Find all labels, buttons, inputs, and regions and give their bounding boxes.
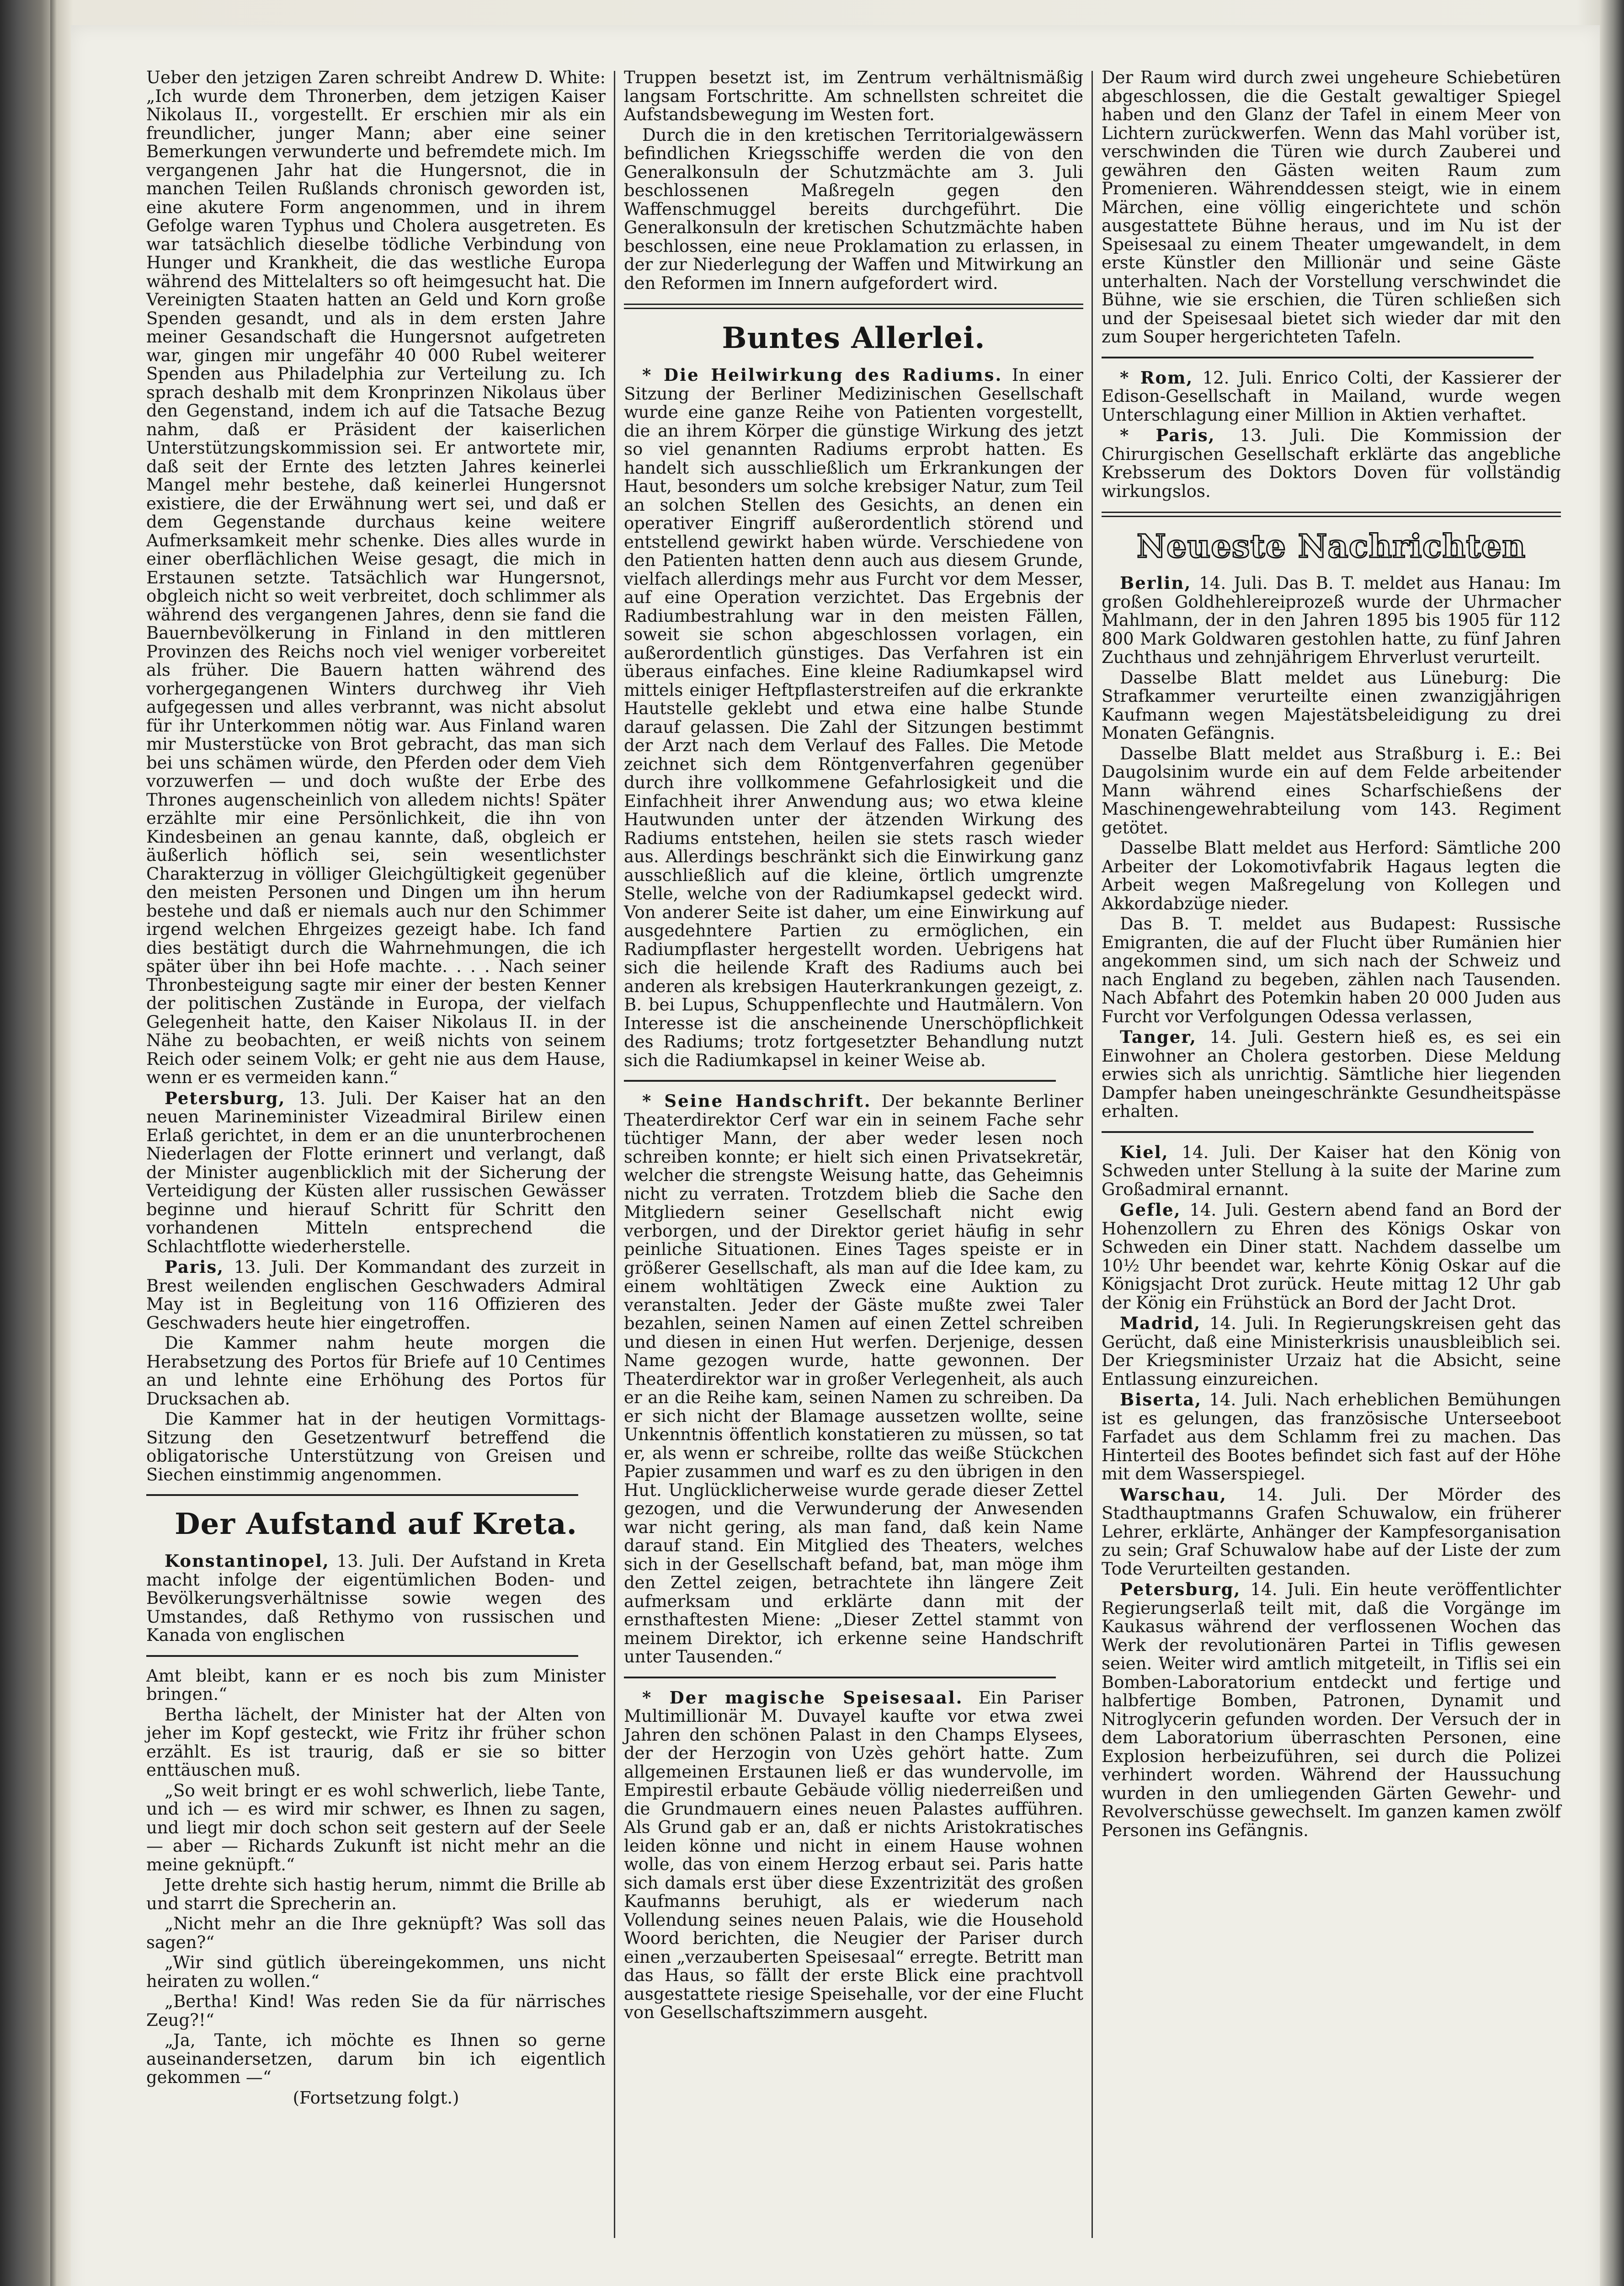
news-paragraph: Die Kammer nahm heute morgen die Herabsetzung des Portos für Briefe auf 10 Centimes an und lehnte eine Erhöhung des Portos für Drucksachen ab. bbox=[146, 1333, 606, 1409]
section-divider bbox=[1102, 357, 1533, 358]
dateline-place: Madrid, bbox=[1120, 1313, 1201, 1333]
article-zar-paragraph: Ueber den jetzigen Zaren schreibt Andrew D. White: „Ich wurde dem Thronerben, dem jetzigen Kaiser Nikolaus II., vorgestellt. Er erschien mir als ein freundlicher, junger Mann; aber eine seiner Bemerkungen verwunderte und befremdete mich. Im vergangenen Jahr hat die Hungersnot, die in manchen Teilen Rußlands chronisch geworden ist, eine akutere Form angenommen, und in ihrem Gefolge waren Typhus und Cholera ausgetreten. Es war tatsächlich dieselbe tödliche Verbindung von Hunger und Krankheit, die das westliche Europa während des Mittelalters so oft heimgesucht hat. Die Vereinigten Staaten hatten an Geld und Korn große Spenden gesandt, und als in dem ersten Jahre meiner Gesandschaft die Hungersnot aufgetreten war, gingen mir ungefähr 40 000 Rubel weiterer Spenden aus Philadelphia zur Verteilung zu. Ich sprach deshalb mit dem Kronprinzen Nikolaus über den Gegenstand, indem ich auf die Tatsache Bezug nahm, daß er Präsident der kaiserlichen Unterstützungskommission sei. Er antwortete mir, daß seit der Ernte des letzten Jahres keinerlei Mangel mehr bestehe, daß keinerlei Hungersnot existiere, die der Erwähnung wert sei, und daß er dem Gegenstande durchaus keine weitere Aufmerksamkeit mehr schenke. Dies alles wurde in einer oberflächlichen Weise gesagt, die mich in Erstaunen setzte. Tatsächlich war Hungersnot, obgleich nicht so weit verbreitet, doch schlimmer als während des vergangenen Jahres, denn sie fand die Bauernbevölkerung in Finland in den mittleren Provinzen des Reichs noch viel weniger vorbereitet als früher. Die Bauern hatten während des vorhergegangenen Winters durchweg ihr Vieh aufgegessen und alles verbrannt, was nicht absolut für ihr Unterkommen nötig war. Aus Finland waren mir Musterstücke von Brot gebracht, das man sich bei uns schämen würde, den Pferden oder dem Vieh vorzuwerfen — und doch wußte der Erbe des Thrones augenscheinlich von alledem nichts! Später erzählte mir eine Persönlichkeit, die ihn von Kindesbeinen an genau kannte, daß, obgleich er äußerlich höflich sei, sein wesentlichster Charakterzug in völliger Gleichgültigkeit gegenüber den meisten Personen und Dingen um ihn herum bestehe und daß er niemals auch nur den Schimmer irgend welchen Ehrgeizes gezeigt habe. Ich fand dies bestätigt durch die Wahrnehmungen, die ich später über ihn bei Hofe machte. . . . Nach seiner Thronbesteigung sagte mir einer der besten Kenner der politischen Zustände in Europa, der vielfach Gelegenheit hatte, den Kaiser Nikolaus II. in der Nähe zu beobachten, er weiß nichts von seinem Reich oder seinem Volk; er geht nie aus dem Hause, wenn er es vermeiden kann.“ bbox=[146, 68, 606, 1087]
news-paragraph: Dasselbe Blatt meldet aus Straßburg i. E.: Bei Daugolsinim wurde ein auf dem Felde arbeitender Mann während eines Scharfschießens der Maschinengewehrabteilung vom 143. Regiment getötet. bbox=[1102, 743, 1561, 838]
news-item bbox=[146, 1089, 606, 1256]
serial-paragraph: Bertha lächelt, der Minister hat der Alten von jeher im Kopf gesteckt, wie Fritz ihr früher schon erzählt. Es ist traurig, daß er sie so bitter enttäuschen muß. bbox=[146, 1704, 606, 1780]
news-paragraph: Das B. T. meldet aus Budapest: Russische Emigranten, die auf der Flucht über Rumänien hier angekommen sind, um sich nach der Schweiz und nach England zu begeben, zählen nach Tausenden. Nach Abfahrt des Potemkin haben 20 000 Juden aus Furcht vor Verfolgungen Odessa verlassen, bbox=[1102, 914, 1561, 1026]
news-text: 14. Juli. Der Kaiser hat den König von Schweden unter Stellung à la suite der Marine zum Großadmiral ernannt. bbox=[1102, 1142, 1561, 1199]
news-item bbox=[1102, 1028, 1561, 1121]
news-text: 14. Juli. Gestern hieß es, es sei ein Einwohner an Cholera gestorben. Diese Meldung erwies sich als unrichtig. Sämtliche hier liegenden Dampfer haben uneingeschränkte Gesundheitspässe erhalten. bbox=[1102, 1027, 1561, 1121]
news-item bbox=[1102, 1580, 1561, 1840]
news-item bbox=[1102, 1314, 1561, 1389]
section-divider bbox=[146, 1655, 578, 1657]
news-text: 13. Juli. Der Aufstand in Kreta macht infolge der eigentümlichen Boden- und Bevölkerungsverhältnisse sowie wegen des Umstandes, daß Rethymo von russischen und Kanada von englischen bbox=[146, 1551, 606, 1645]
item-text: Ein Pariser Multimillionär M. Duvayel kaufte vor etwa zwei Jahren den schönen Palast in den Champs Elysees, der der Herzogin von Uzès gehört hatte. Zum allgemeinen Erstaunen ließ er das wundervolle, im Empirestil erbaute Gebäude völlig niederreißen und die Grundmauern eines neuen Palastes aufführen. Als Grund gab er an, daß er nichts Aristokratisches leiden könne und nicht in einem Hause wohnen wolle, das von einem Herzog erbaut sei. Paris hatte sich damals erst über diese Exzentrizität des großen Kaufmanns beruhigt, als er wiederum nach Vollendung seines neuen Palais, wie die Household Woord berichten, die Neugier der Pariser durch einen „verzauberten Speisesaal“ erregte. Betritt man das Haus, so fällt der erste Blick eine prachtvoll ausgestattete riesige Speisehalle, vor der eine Flucht von Gesellschaftszimmern ausgeht. bbox=[624, 1688, 1083, 2022]
section-divider bbox=[146, 1494, 578, 1496]
feuilleton-item bbox=[624, 366, 1083, 1070]
news-text: 14. Juli. Der Mörder des Stadthauptmanns Grafen Schuwalow, ein früherer Lehrer, erklärte, Anhänger der Kampfesorganisation zu sein; Graf Schuwalow habe auf der Liste der zum Tode Verurteilten gestanden. bbox=[1102, 1485, 1561, 1579]
item-rubric: * Die Heilwirkung des Radiums. bbox=[642, 365, 1003, 385]
dateline-place: Berlin, bbox=[1120, 573, 1192, 593]
dateline-place: Petersburg, bbox=[1120, 1579, 1241, 1599]
dateline-place: Biserta, bbox=[1120, 1389, 1202, 1410]
section-divider bbox=[1102, 1131, 1533, 1133]
news-paragraph: Die Kammer hat in der heutigen Vormittags-Sitzung den Gesetzentwurf betreffend die obligatorische Unterstützung von Greisen und Siechen einstimmig angenommen. bbox=[146, 1409, 606, 1485]
serial-paragraph: „Wir sind gütlich übereingekommen, uns nicht heiraten zu wollen.“ bbox=[146, 1953, 606, 1991]
section-divider bbox=[624, 1080, 1056, 1082]
news-text: 13. Juli. Der Kaiser hat an den neuen Marineminister Vizeadmiral Birilew einen Erlaß gerichtet, in dem er an die ununterbrochenen Niederlagen der Flotte erinnert und verlangt, daß der Minister augenblicklich mit der Sicherung der Verteidigung der Küsten aller russischen Gewässer beginne und hierauf Schritt für Schritt den vorhandenen Mitteln entsprechend die Schlachtflotte wiederherstelle. bbox=[146, 1088, 606, 1256]
feuilleton-item bbox=[624, 1092, 1083, 1666]
section-divider bbox=[1102, 512, 1561, 517]
news-item bbox=[1102, 426, 1561, 501]
serial-paragraph: „Nicht mehr an die Ihre geknüpft? Was soll das sagen?“ bbox=[146, 1914, 606, 1952]
continuation-note: (Fortsetzung folgt.) bbox=[293, 2088, 459, 2108]
serial-paragraph: „Bertha! Kind! Was reden Sie da für närrisches Zeug?!“ bbox=[146, 1992, 606, 2030]
news-text: 14. Juli. Nach erheblichen Bemühungen ist es gelungen, das französische Unterseeboot Farfadet aus dem Schlamm frei zu machen. Das Hinterteil des Bootes befindet sich fast auf der Höhe mit dem Wasserspiegel. bbox=[1102, 1390, 1561, 1484]
news-paragraph: Truppen besetzt ist, im Zentrum verhältnismäßig langsam Fortschritte. Am schnellsten schreitet die Aufstandsbewegung im Westen fort. bbox=[624, 68, 1083, 124]
news-item bbox=[1102, 1390, 1561, 1484]
dateline-place: Paris, bbox=[165, 1257, 224, 1277]
item-text: Der bekannte Berliner Theaterdirektor Cerf war ein in seinem Fache sehr tüchtiger Mann, der aber weder lesen noch schreiben konnte; er hielt sich einen Privatsekretär, welcher die strengste Weisung hatte, das Geheimnis nicht zu verraten. Trotzdem blieb die Sache den Mitgliedern seiner Gesellschaft nicht ewig verborgen, und der Direktor geriet häufig in sehr peinliche Situationen. Eines Tages speiste er in größerer Gesellschaft, als man auf die Idee kam, zu einem wohltätigen Zweck eine Auktion zu veranstalten. Jeder der Gäste mußte zwei Taler bezahlen, seinen Namen auf einen Zettel schreiben und diesen in einen Hut werfen. Derjenige, dessen Name gezogen wurde, hatte gewonnen. Der Theaterdirektor war in großer Verlegenheit, als auch er an die Reihe kam, seinen Namen zu schreiben. Da er sich nicht der Blamage aussetzen wollte, seine Unkenntnis öffentlich konstatieren zu müssen, so tat er, als wenn er schreibe, rollte das weiße Stückchen Papier zusammen und warf es zu den übrigen in den Hut. Unglücklicherweise wurde gerade dieser Zettel gezogen, und die Verwunderung der Anwesenden war nicht gering, als man fand, daß kein Name darauf stand. Ein Mitglied des Theaters, welches sich in der Gesellschaft befand, bat, man möge ihm den Zettel zeigen, betrachtete ihn längere Zeit aufmerksam und erklärte dann mit der ernsthaftesten Miene: „Dieser Zettel stammt von meinem Direktor, ich erkenne seine Handschrift unter Tausenden.“ bbox=[624, 1091, 1084, 1666]
news-text: 14. Juli. Gestern abend fand an Bord der Hohenzollern zu Ehren des Königs Oskar von Schweden ein Diner statt. Nachdem dasselbe um 10½ Uhr beendet war, kehrte König Oskar auf die Königsjacht Drot zurück. Heute mittag 12 Uhr gab der König ein Frühstück an Bord der Jacht Drot. bbox=[1102, 1200, 1561, 1313]
news-text: 12. Juli. Enrico Colti, der Kassierer der Edison-Gesellschaft in Mailand, wurde wegen Unterschlagung einer Million in Aktien verhaftet. bbox=[1102, 368, 1561, 425]
news-text: 14. Juli. In Regierungskreisen geht das Gerücht, daß eine Ministerkrisis unausbleiblich sei. Der Kriegsminister Urzaiz hat die Absicht, seine Entlassung einzureichen. bbox=[1102, 1314, 1561, 1389]
column-rule bbox=[1092, 71, 1093, 2238]
news-text: 13. Juli. Die Kommission der Chirurgischen Gesellschaft erklärte das angebliche Krebsserum des Doktors Doven für vollständig wirkungslos. bbox=[1102, 426, 1561, 501]
news-text: 14. Juli. Das B. T. meldet aus Hanau: Im großen Goldhehlereiprozeß wurde der Uhrmacher Mahlmann, der in den Jahren 1895 bis 1905 für 112 800 Mark Goldwaren gestohlen hatte, zu fünf Jahren Zuchthaus und zehnjährigem Ehrverlust verurteilt. bbox=[1102, 573, 1561, 667]
news-text: 13. Juli. Der Kommandant des zurzeit in Brest weilenden englischen Geschwaders Admiral May ist in Begleitung von 116 Offizieren des Geschwaders heute hier eingetroffen. bbox=[146, 1257, 606, 1333]
dateline-place: Tanger, bbox=[1120, 1027, 1197, 1047]
item-text: In einer Sitzung der Berliner Medizinischen Gesellschaft wurde eine ganze Reihe von Patienten vorgestellt, die an ihrem Körper die günstige Wirkung des jetzt so viel genannten Radiums erprobt hatten. Es handelt sich ausschließlich um Erkrankungen der Haut, besonders um solche krebsiger Natur, zum Teil an solchen Stellen des Gesichts, an denen ein operativer Eingriff außerordentlich störend und entstellend gewirkt haben würde. Verschiedene von den Patienten hatten denn auch aus diesem Grunde, vielfach allerdings mehr aus Furcht vor dem Messer, auf eine Operation verzichtet. Das Ergebnis der Radiumbestrahlung war in den meisten Fällen, soweit sie schon abgeschlossen vorlagen, ein außerordentlich günstiges. Das Verfahren ist ein überaus einfaches. Eine kleine Radiumkapsel wird mittels einiger Heftpflasterstreifen auf die erkrankte Hautstelle geklebt und etwa eine halbe Stunde darauf gelassen. Die Zahl der Sitzungen bestimmt der Arzt nach dem Verlauf des Falles. Die Metode zeichnet sich dem Röntgenverfahren gegenüber durch ihre vollkommene Gefahrlosigkeit und die Einfachheit ihrer Anwendung aus; wo etwa kleine Hautwunden unter der ätzenden Wirkung des Radiums entstehen, heilen sie stets rasch wieder aus. Allerdings beschränkt sich die Einwirkung ganz ausschließlich auf die kleine, örtlich umgrenzte Stelle, welche von der Radiumkapsel gedeckt wird. Von anderer Seite ist daher, um eine Einwirkung auf ausgedehntere Partien zu ermöglichen, ein Radiumpflaster hergestellt worden. Uebrigens hat sich die heilende Kraft des Radiums auch bei anderen als krebsigen Hauterkrankungen gezeigt, z. B. bei Lupus, Schuppenflechte und Hautmälern. Von Interesse ist die anscheinende Unerschöpflichkeit des Radiums; trotz fortgesetzter Behandlung nutzt sich die Radiumkapsel in keiner Weise ab. bbox=[624, 365, 1083, 1070]
dateline-place: * Rom, bbox=[1120, 367, 1193, 388]
dateline-place: Warschau, bbox=[1120, 1484, 1227, 1505]
feuilleton-paragraph: Der Raum wird durch zwei ungeheure Schiebetüren abgeschlossen, die die Gestalt gewaltiger Spiegel haben und den Glanz der Tafel in einem Meer von Lichtern zurückwerfen. Wenn das Mahl vorüber ist, verschwinden die Türen wie durch Zauberei und gewähren den Gästen weiten Raum zum Promenieren. Währenddessen steigt, wie in einem Märchen, eine völlig eingerichtete und schön ausgestattete Bühne heraus, und im Nu ist der Speisesaal zu einem Theater umgewandelt, in dem erste Künstler den Millionär und seine Gäste unterhalten. Nach der Vorstellung verschwindet die Bühne, wie sie erschien, die Türen schließen sich und der Speisesaal bietet sich wieder dar mit den zum Souper hergerichteten Tafeln. bbox=[1102, 68, 1561, 347]
news-item bbox=[1102, 1201, 1561, 1312]
column-right bbox=[1102, 69, 1561, 1842]
column-middle bbox=[624, 69, 1083, 2024]
news-text: 14. Juli. Ein heute veröffentlichter Regierungserlaß teilt mit, daß die Vorgänge im Kaukasus während der verflossenen Wochen das Werk der revolutionären Partei in Tiflis gewesen seien. Weiter wird amtlich mitgeteilt, in Tiflis sei ein Bomben-Laboratorium entdeckt und fertige und halbfertige Bomben, Patronen, Dynamit und Nitroglycerin gefunden worden. Der Versuch der in dem Laboratorium überraschten Personen, eine Explosion herbeizuführen, sei durch die Polizei verhindert worden. Während der Haussuchung wurden in den umliegenden Gärten Gewehr- und Revolverschüsse gewechselt. Im ganzen kamen zwölf Personen ins Gefängnis. bbox=[1102, 1580, 1561, 1840]
section-heading-kreta: Der Aufstand auf Kreta. bbox=[175, 1507, 577, 1541]
news-item bbox=[1102, 369, 1561, 425]
news-item bbox=[1102, 574, 1561, 667]
serial-paragraph: „Ja, Tante, ich möchte es Ihnen so gerne auseinandersetzen, darum bin ich eigentlich gekommen —“ bbox=[146, 2030, 606, 2087]
newspaper-page bbox=[71, 25, 1600, 2286]
news-paragraph: Dasselbe Blatt meldet aus Lüneburg: Die Strafkammer verurteilte einen zwanzigjährigen Kaufmann wegen Majestätsbeleidigung zu drei Monaten Gefängnis. bbox=[1102, 668, 1561, 743]
item-rubric: * Der magische Speisesaal. bbox=[642, 1687, 964, 1708]
dateline-place: Petersburg, bbox=[165, 1088, 286, 1108]
news-item bbox=[146, 1258, 606, 1332]
serial-paragraph: Amt bleibt, kann er es noch bis zum Minister bringen.“ bbox=[146, 1666, 606, 1704]
column-left bbox=[146, 69, 606, 2109]
dateline-place: * Paris, bbox=[1120, 425, 1215, 445]
news-paragraph: Dasselbe Blatt meldet aus Herford: Sämtliche 200 Arbeiter der Lokomotivfabrik Hagaus legten die Arbeit wegen Maßregelung von Kollegen und Akkordabzüge nieder. bbox=[1102, 838, 1561, 913]
binding-shadow bbox=[50, 0, 57, 2286]
feuilleton-item bbox=[624, 1688, 1083, 2022]
dateline-place: Gefle, bbox=[1120, 1200, 1181, 1220]
section-heading-buntes-allerlei: Buntes Allerlei. bbox=[722, 321, 985, 355]
serial-paragraph: „So weit bringt er es wohl schwerlich, liebe Tante, und ich — es wird mir schwer, es Ihnen zu sagen, und liegt mir doch schon seit gestern auf der Seele — aber — Richards Zukunft ist nicht mehr an die meine geknüpft.“ bbox=[146, 1780, 606, 1875]
news-item bbox=[146, 1552, 606, 1645]
item-rubric: * Seine Handschrift. bbox=[642, 1091, 872, 1111]
section-divider bbox=[624, 304, 1083, 309]
section-divider bbox=[624, 1677, 1056, 1678]
serial-paragraph: Jette drehte sich hastig herum, nimmt die Brille ab und starrt die Sprecherin an. bbox=[146, 1875, 606, 1913]
dateline-place: Konstantinopel, bbox=[165, 1551, 330, 1571]
section-heading-neueste-nachrichten: Neueste Nachrichten bbox=[1136, 527, 1526, 565]
dateline-place: Kiel, bbox=[1120, 1142, 1169, 1162]
column-rule bbox=[614, 71, 615, 2238]
news-paragraph: Durch die in den kretischen Territorialgewässern befindlichen Kriegsschiffe werden die von den Generalkonsuln der Schutzmächte am 3. Juli beschlossenen Maßregeln gegen den Waffenschmuggel bereits durchgeführt. Die Generalkonsuln der kretischen Schutzmächte haben beschlossen, eine neue Proklamation zu erlassen, in der zur Niederlegung der Waffen und Mitwirkung an den Reformen im Innern aufgefordert wird. bbox=[624, 125, 1083, 293]
news-item bbox=[1102, 1143, 1561, 1199]
news-item bbox=[1102, 1485, 1561, 1579]
